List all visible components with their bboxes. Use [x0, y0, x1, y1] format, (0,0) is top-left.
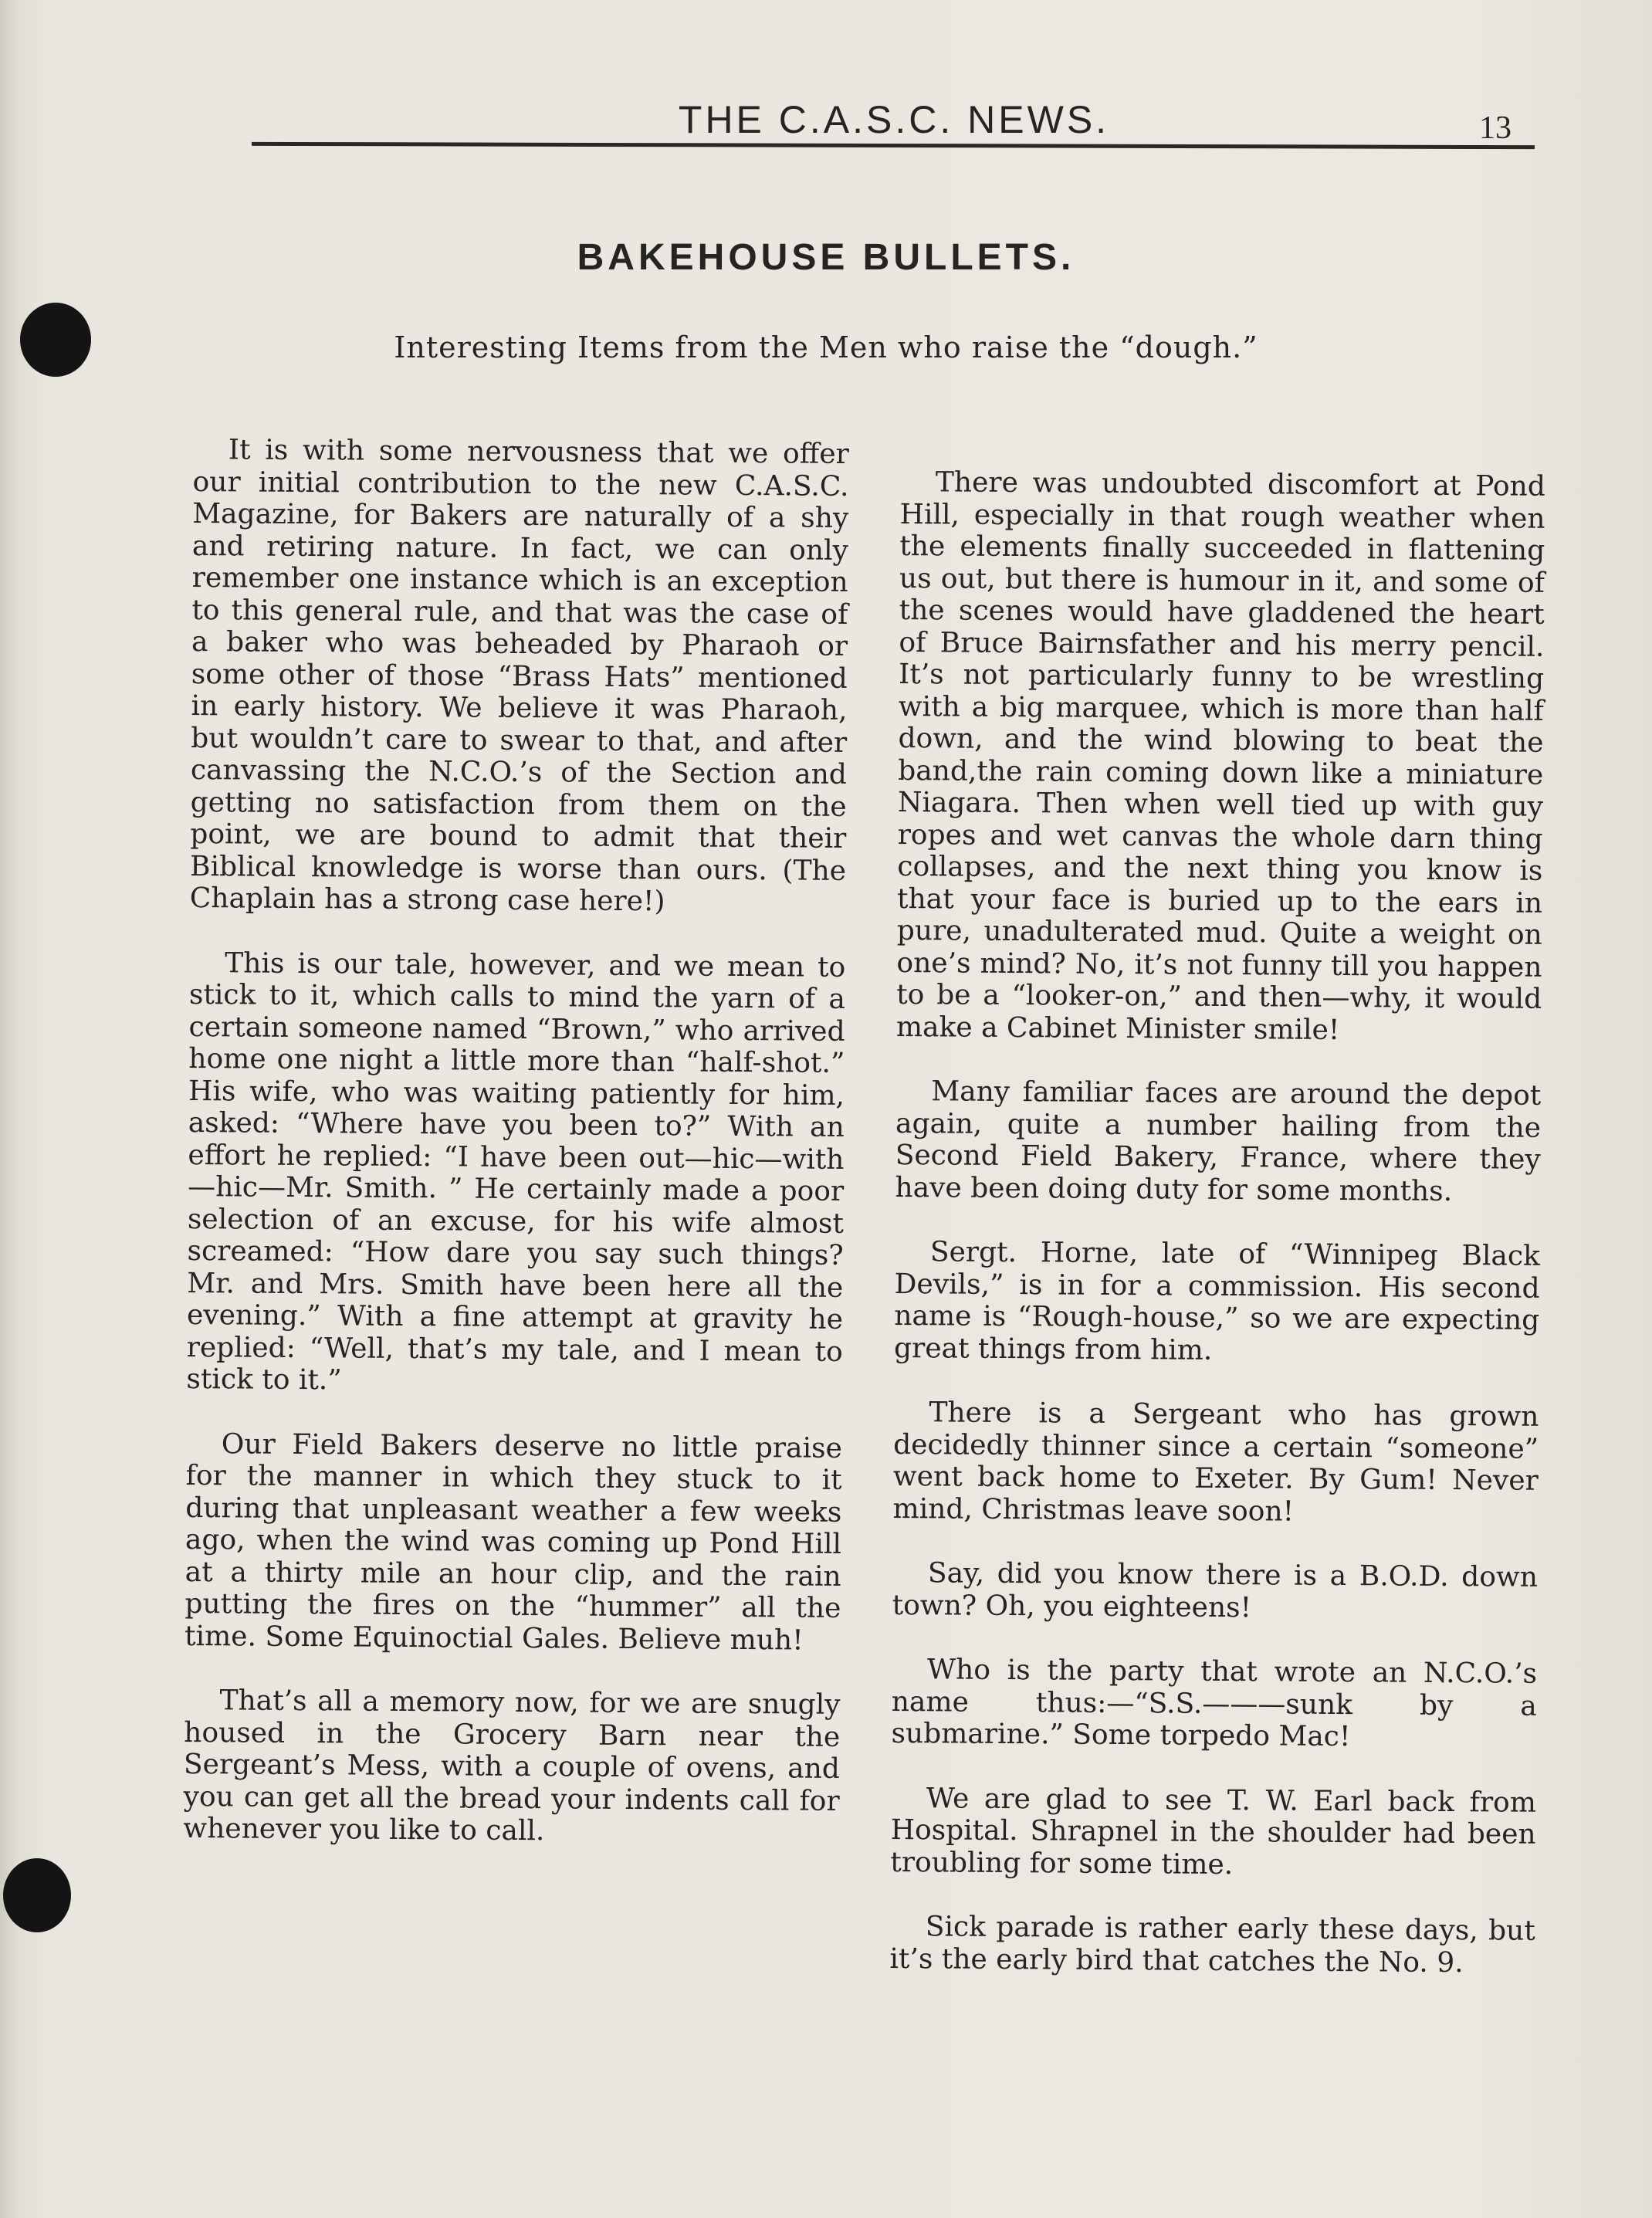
punch-hole-bottom [3, 1858, 71, 1932]
paragraph: Sergt. Horne, late of “Winnipeg Black Devils,” is in for a commission. His second name is “Rough-house,” so we are expecting great things from him. [893, 1236, 1541, 1366]
paragraph: There is a Sergeant who has grown decidedly thinner since a certain “someone” went back home to Exeter. By Gum! Never mind, Christmas leave soon! [892, 1397, 1539, 1528]
paragraph: Sick parade is rather early these days, but it’s the early bird that catches the No. 9. [889, 1911, 1535, 1979]
right-column [889, 466, 1545, 2012]
paragraph: Many familiar faces are around the depot again, quite a number hailing from the Second Field Bakery, France, where they have been doing duty for some months. [895, 1075, 1542, 1207]
paragraph: Who is the party that wrote an N.C.O.’s name thus:—“S.S.———sunk by a submarine.” Some torpedo Mac! [891, 1654, 1538, 1753]
article-title: BAKEHOUSE BULLETS. [577, 237, 1075, 278]
paragraph: Say, did you know there is a B.O.D. down town? Oh, you eighteens! [892, 1557, 1539, 1624]
paragraph: There was undoubted discomfort at Pond Hill, especially in that rough weather when the elements finally succeeded in flattening us out, but there is humour in it, and some of the scenes would have gladdened the heart of Bruce Bairnsfather and his merry pencil. It’s not particularly funny to be wrestling with a big marquee, which is more than half down, and the wind blowing to beat the band,the rain coming down like a miniature Niagara. Then when well tied up with guy ropes and wet canvas the whole darn thing collapses, and the next thing you know is that your face is buried up to the ears in pure, unadulterated mud. Quite a weight on one’s mind? No, it’s not funny till you happen to be a “looker-on,” and then—why, it would make a Cabinet Minister smile! [895, 466, 1545, 1046]
page-number: 13 [1479, 110, 1512, 146]
paragraph: It is with some nervousness that we offer our initial contribution to the new C.A.S.C. Magazine, for Bakers are naturally of a shy and retiring nature. In fact, we can only remember one instance which is an exception to this general rule, and that was the case of a baker who was beheaded by Pharaoh or some other of those “Brass Hats” mentioned in early history. We believe it was Pharaoh, but wouldn’t care to swear to that, and after canvassing the N.C.O.’s of the Section and getting no satisfaction from them on the point, we are bound to admit that their Biblical knowledge is worse than ours. (The Chaplain has a strong case here!) [189, 434, 849, 918]
left-column [183, 434, 849, 1881]
publication-title: THE C.A.S.C. NEWS. [678, 98, 1110, 141]
paragraph: This is our tale, however, and we mean to stick to it, which calls to mind the yarn of a certain someone named “Brown,” who arrived home one night a little more than “half-shot.” His wife, who was waiting patiently for him, asked: “Where have you been to?” With an effort he replied: “I have been out—hic—with—hic—Mr. Smith. ” He certainly made a poor selection of an excuse, for his wife almost screamed: “How dare you say such things? Mr. and Mrs. Smith have been here all the evening.” With a fine attempt at gravity he replied: “Well, that’s my tale, and I mean to stick to it.” [186, 946, 846, 1397]
paragraph: That’s all a memory now, for we are snugly housed in the Grocery Barn near the Sergeant’s Mess, with a couple of ovens, and you can get all the bread your indents call for whenever you like to call. [183, 1685, 841, 1847]
article-subtitle: Interesting Items from the Men who raise the “dough.” [394, 330, 1258, 364]
paragraph: Our Field Bakers deserve no little praise for the manner in which they stuck to it during that unpleasant weather a few weeks ago, when the wind was coming up Pond Hill at a thirty mile an hour clip, and the rain putting the fires on the “hummer” all the time. Some Equinoctial Gales. Believe muh! [184, 1427, 842, 1657]
paragraph: We are glad to see T. W. Earl back from Hospital. Shrapnel in the shoulder had been troubling for some time. [890, 1782, 1537, 1881]
